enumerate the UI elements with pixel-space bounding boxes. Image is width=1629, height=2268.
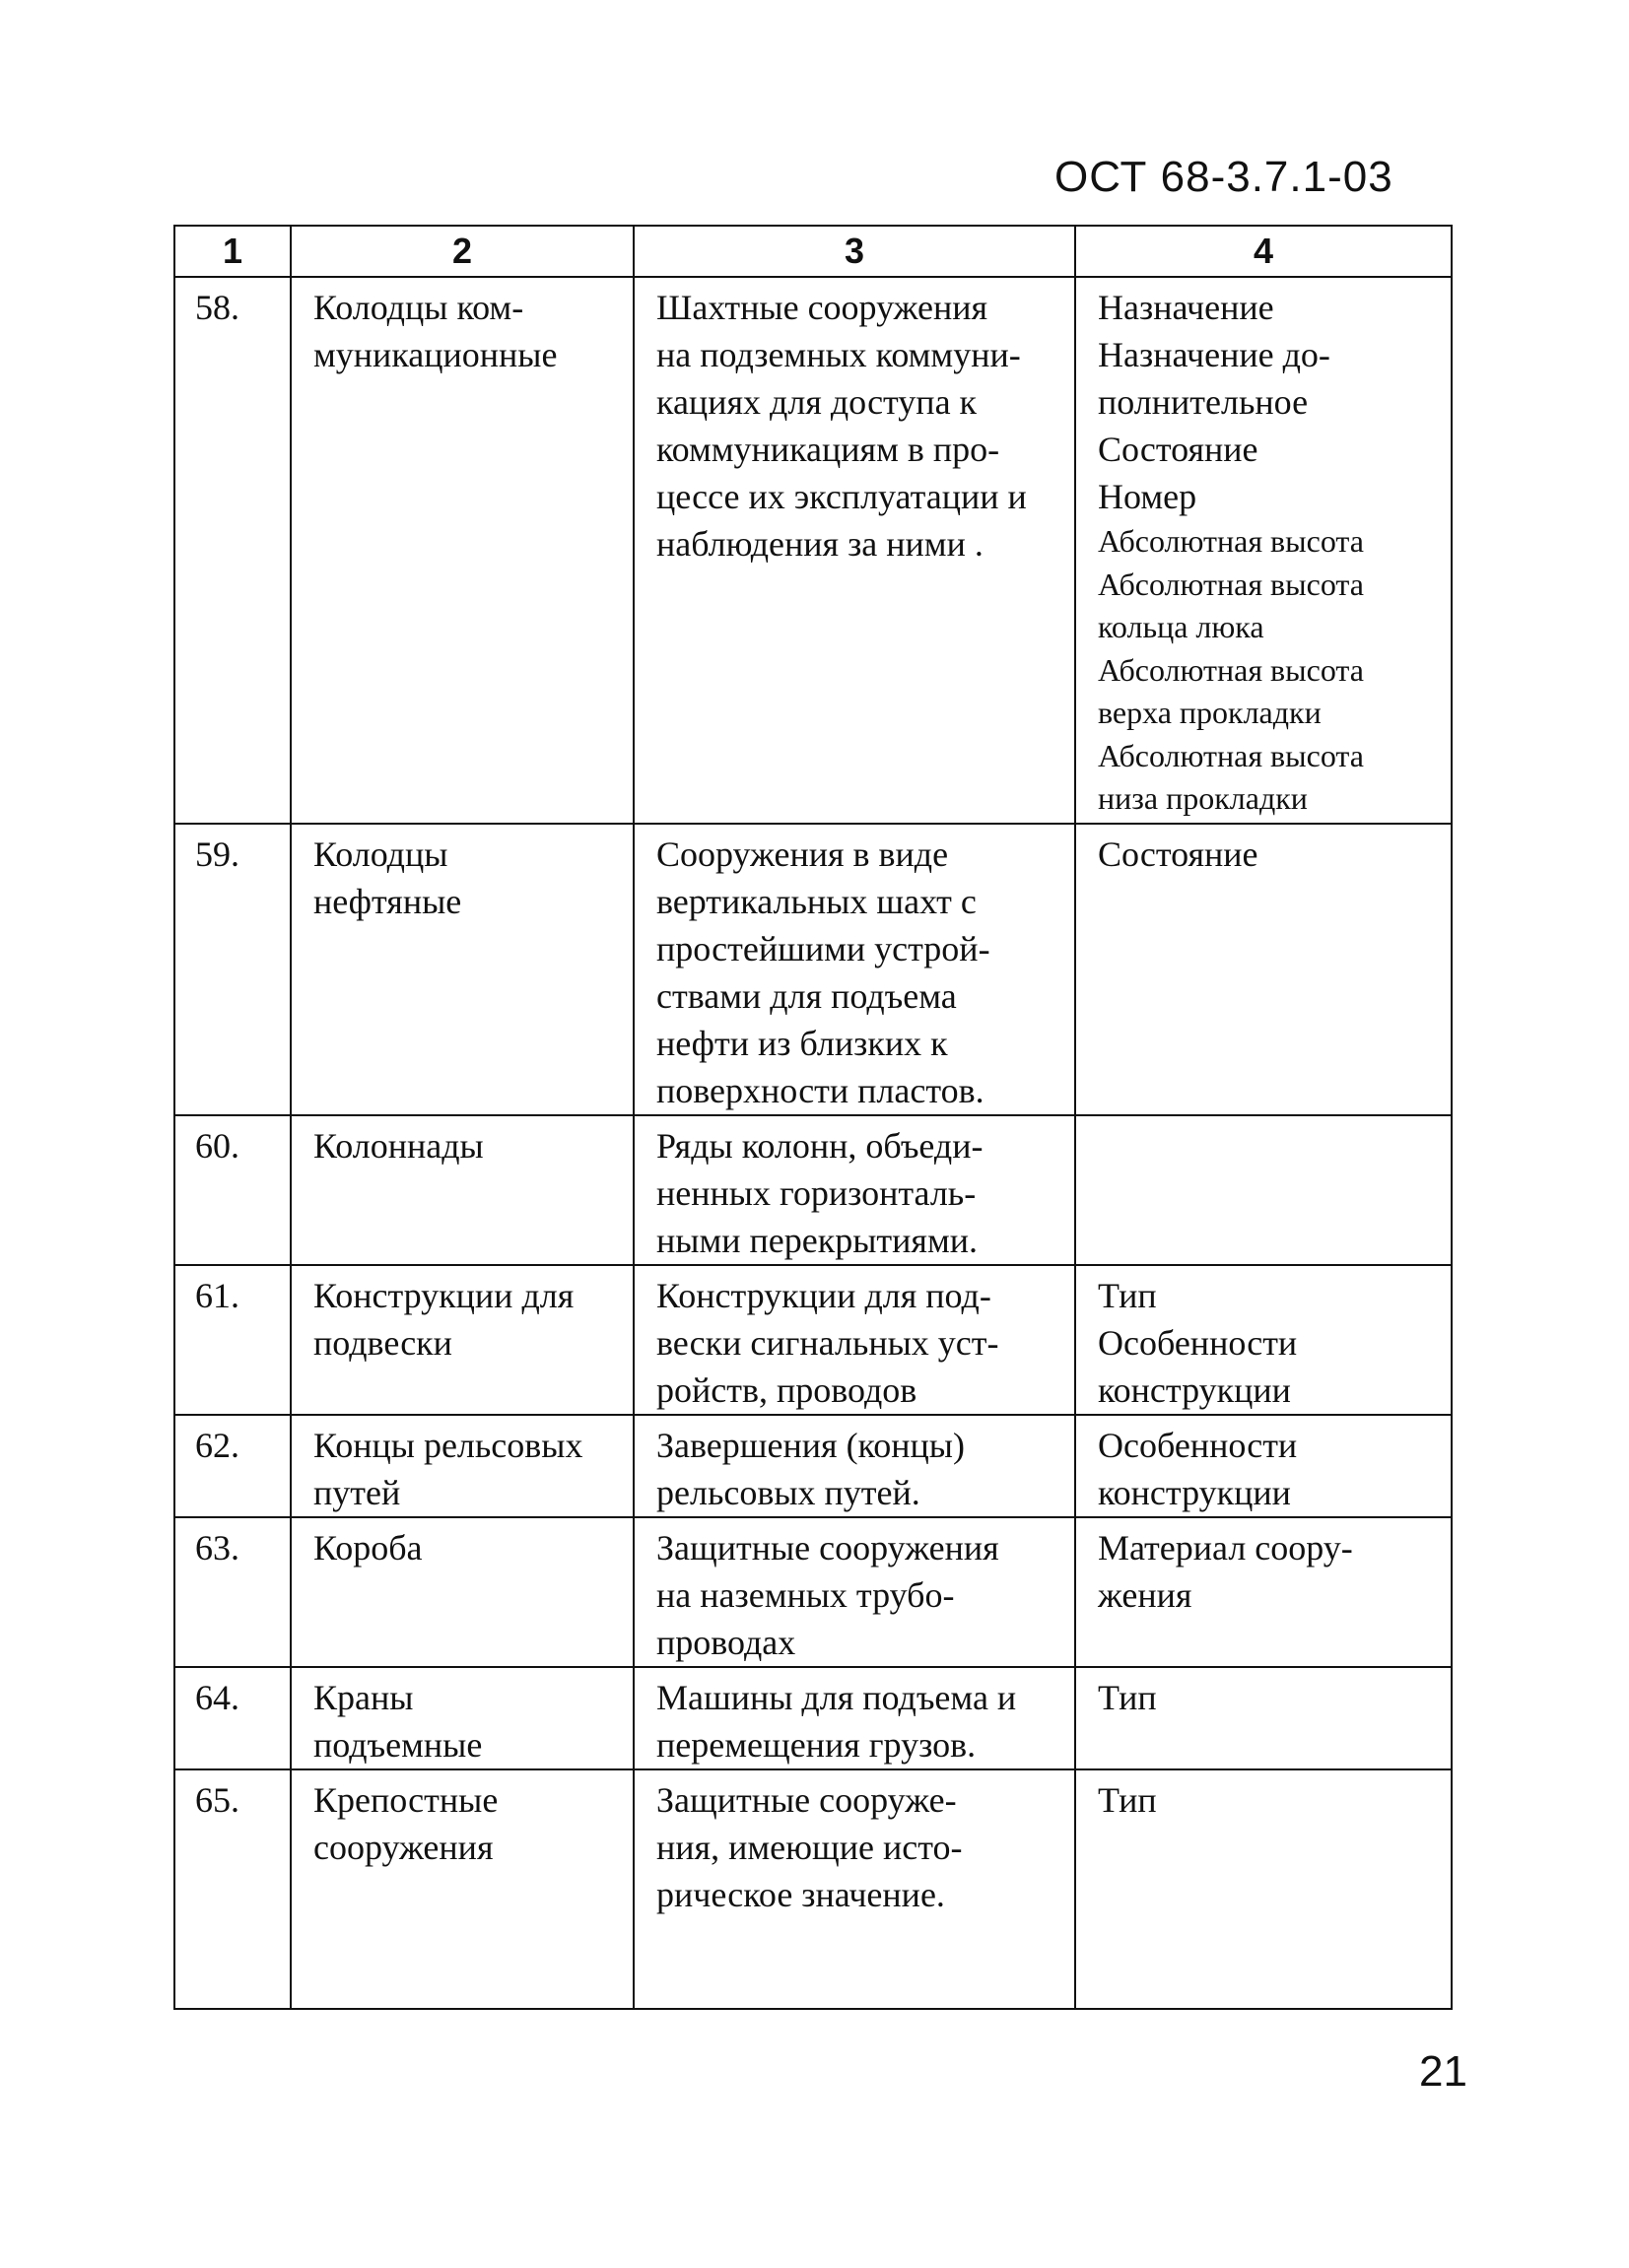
object-description-line: вертикальных шахт с bbox=[656, 882, 977, 921]
object-attributes bbox=[1075, 1667, 1452, 1769]
object-attributes-line: конструкции bbox=[1098, 1473, 1291, 1512]
row-number: 64. bbox=[174, 1667, 291, 1769]
object-description-line: простейшими устрой- bbox=[656, 929, 990, 968]
object-name-line: Концы рельсовых bbox=[313, 1426, 583, 1465]
object-attributes bbox=[1075, 1769, 1452, 2009]
object-attributes bbox=[1075, 1265, 1452, 1415]
object-description bbox=[634, 1769, 1075, 2009]
row-number: 65. bbox=[174, 1769, 291, 2009]
object-name bbox=[291, 1667, 634, 1769]
object-attributes-line: Тип bbox=[1098, 1780, 1157, 1820]
object-description-line: наблюдения за ними . bbox=[656, 524, 984, 564]
row-number: 61. bbox=[174, 1265, 291, 1415]
object-description-line: кациях для доступа к bbox=[656, 382, 978, 422]
object-name bbox=[291, 824, 634, 1115]
object-attributes-line: конструкции bbox=[1098, 1370, 1291, 1410]
object-description-line: Защитные сооруже- bbox=[656, 1780, 957, 1820]
object-attributes bbox=[1075, 277, 1452, 824]
table-row bbox=[174, 1667, 1452, 1769]
object-attributes-line: Состояние bbox=[1098, 430, 1258, 469]
object-attributes bbox=[1075, 824, 1452, 1115]
table-row bbox=[174, 1115, 1452, 1265]
object-attributes-line: низа прокладки bbox=[1098, 780, 1308, 816]
object-description-line: Сооружения в виде bbox=[656, 834, 949, 874]
object-name-line: Крепостные bbox=[313, 1780, 499, 1820]
object-attributes bbox=[1075, 1415, 1452, 1517]
object-name bbox=[291, 1769, 634, 2009]
object-name-line: Короба bbox=[313, 1528, 423, 1568]
object-attributes-line: верха прокладки bbox=[1098, 695, 1322, 730]
object-description-line: вески сигнальных уст- bbox=[656, 1323, 999, 1363]
object-attributes-line: кольца люка bbox=[1098, 609, 1264, 644]
object-name-line: Краны bbox=[313, 1678, 414, 1717]
object-attributes-line: Особенности bbox=[1098, 1426, 1298, 1465]
object-name-line: Колодцы ком- bbox=[313, 288, 524, 327]
object-attributes-line: Абсолютная высота bbox=[1098, 651, 1364, 688]
object-description-line: Завершения (концы) bbox=[656, 1426, 965, 1465]
object-description bbox=[634, 1667, 1075, 1769]
object-attributes bbox=[1075, 1517, 1452, 1667]
table-row bbox=[174, 824, 1452, 1115]
object-name-line: нефтяные bbox=[313, 882, 462, 921]
object-name-line: Конструкции для bbox=[313, 1276, 575, 1315]
object-description bbox=[634, 1265, 1075, 1415]
object-description-line: ствами для подъема bbox=[656, 976, 957, 1016]
object-description-line: проводах bbox=[656, 1623, 796, 1662]
object-name bbox=[291, 1265, 634, 1415]
row-number: 60. bbox=[174, 1115, 291, 1265]
row-number: 62. bbox=[174, 1415, 291, 1517]
object-description-line: на подземных коммуни- bbox=[656, 335, 1021, 374]
object-description-line: ния, имеющие исто- bbox=[656, 1828, 963, 1867]
object-description-line: Конструкции для под- bbox=[656, 1276, 991, 1315]
object-description-line: коммуникациям в про- bbox=[656, 430, 1000, 469]
object-attributes-line: Материал соору- bbox=[1098, 1528, 1353, 1568]
object-name-line: Колоннады bbox=[313, 1126, 484, 1166]
object-attributes-line: Особенности bbox=[1098, 1323, 1298, 1363]
object-description-line: Шахтные сооружения bbox=[656, 288, 988, 327]
object-description-line: цессе их эксплуатации и bbox=[656, 477, 1027, 516]
object-attributes-line: Абсолютная высота bbox=[1098, 737, 1364, 773]
header-col-1: 1 bbox=[174, 226, 291, 277]
object-attributes-line: Тип bbox=[1098, 1276, 1157, 1315]
object-description bbox=[634, 277, 1075, 824]
object-attributes-line: Абсолютная высота bbox=[1098, 566, 1364, 602]
object-attributes-line: Назначение до- bbox=[1098, 335, 1330, 374]
object-name-line: подъемные bbox=[313, 1725, 483, 1765]
object-description-line: поверхности пластов. bbox=[656, 1071, 984, 1110]
object-name-line: Колодцы bbox=[313, 834, 448, 874]
object-description-line: ненных горизонталь- bbox=[656, 1173, 977, 1213]
object-description-line: Ряды колонн, объеди- bbox=[656, 1126, 984, 1166]
object-description bbox=[634, 1415, 1075, 1517]
object-attributes bbox=[1075, 1115, 1452, 1265]
object-name-line: путей bbox=[313, 1473, 401, 1512]
table-row bbox=[174, 1265, 1452, 1415]
object-name-line: сооружения bbox=[313, 1828, 494, 1867]
header-col-4: 4 bbox=[1075, 226, 1452, 277]
object-name bbox=[291, 277, 634, 824]
row-number: 59. bbox=[174, 824, 291, 1115]
document-code: ОСТ 68-3.7.1-03 bbox=[1054, 153, 1393, 201]
object-description bbox=[634, 824, 1075, 1115]
table-row bbox=[174, 1517, 1452, 1667]
object-description-line: рельсовых путей. bbox=[656, 1473, 920, 1512]
table-row bbox=[174, 277, 1452, 824]
object-description-line: перемещения грузов. bbox=[656, 1725, 977, 1765]
object-description-line: рическое значение. bbox=[656, 1875, 945, 1914]
row-number: 58. bbox=[174, 277, 291, 824]
object-description-line: нефти из близких к bbox=[656, 1024, 948, 1063]
object-attributes-line: полнительное bbox=[1098, 382, 1309, 422]
header-col-2: 2 bbox=[291, 226, 634, 277]
object-attributes-line: Абсолютная высота bbox=[1098, 523, 1364, 559]
object-name bbox=[291, 1115, 634, 1265]
object-description-line: ными перекрытиями. bbox=[656, 1221, 979, 1260]
table-row bbox=[174, 1415, 1452, 1517]
object-attributes-line: Назначение bbox=[1098, 288, 1274, 327]
object-name bbox=[291, 1517, 634, 1667]
object-attributes-line: Тип bbox=[1098, 1678, 1157, 1717]
table-row bbox=[174, 1769, 1452, 2009]
object-attributes-line: Номер bbox=[1098, 477, 1197, 516]
object-description-line: Защитные сооружения bbox=[656, 1528, 999, 1568]
object-attributes-line: жения bbox=[1098, 1575, 1192, 1615]
object-description bbox=[634, 1517, 1075, 1667]
object-description bbox=[634, 1115, 1075, 1265]
header-row bbox=[174, 226, 1452, 277]
row-number: 63. bbox=[174, 1517, 291, 1667]
classifier-table bbox=[173, 225, 1453, 2010]
object-description-line: на наземных трубо- bbox=[656, 1575, 955, 1615]
object-description-line: Машины для подъема и bbox=[656, 1678, 1017, 1717]
object-attributes-line: Состояние bbox=[1098, 834, 1258, 874]
object-description-line: ройств, проводов bbox=[656, 1370, 917, 1410]
page-number: 21 bbox=[1419, 2047, 1467, 2096]
object-name-line: подвески bbox=[313, 1323, 452, 1363]
object-name bbox=[291, 1415, 634, 1517]
object-name-line: муникационные bbox=[313, 335, 558, 374]
header-col-3: 3 bbox=[634, 226, 1075, 277]
